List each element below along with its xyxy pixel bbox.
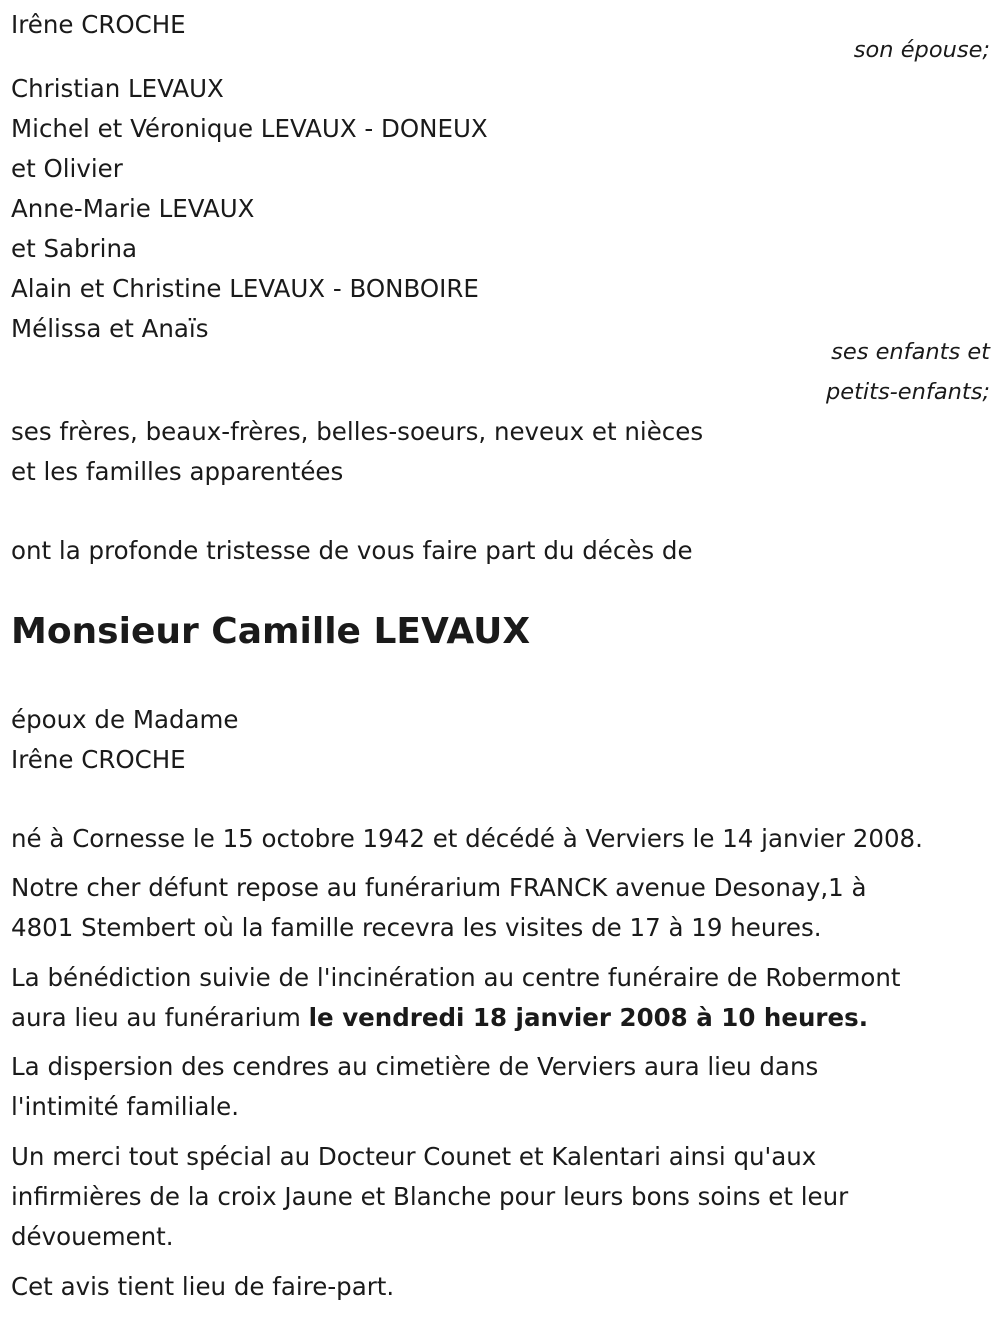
spouse-name: Irêne CROCHE (11, 10, 186, 39)
child-line: Alain et Christine LEVAUX - BONBOIRE (11, 274, 479, 303)
birth-death-text: né à Cornesse le 15 octobre 1942 et décédé à Verviers le 14 janvier 2008. (11, 824, 923, 853)
deceased-spouse-line2: Irêne CROCHE (11, 745, 186, 774)
child-line: et Sabrina (11, 234, 138, 263)
dispersion-line2: l'intimité familiale. (11, 1092, 240, 1121)
thanks-line2: infirmières de la croix Jaune et Blanche pour leurs bons soins et leur (11, 1182, 849, 1211)
child-line: et Olivier (11, 154, 123, 183)
child-line: Anne-Marie LEVAUX (11, 194, 255, 223)
child-line: Mélissa et Anaïs (11, 314, 209, 343)
ceremony-date-time: le vendredi 18 janvier 2008 à 10 heures. (308, 1003, 869, 1032)
children-role-line1: ses enfants et (831, 339, 990, 365)
ceremony-line2 (11, 998, 868, 1038)
family-line2: et les familles apparentées (11, 457, 344, 486)
thanks-line3: dévouement. (11, 1222, 174, 1251)
ceremony-line1: La bénédiction suivie de l'incinération au centre funéraire de Robermont (11, 963, 901, 992)
child-line: Christian LEVAUX (11, 74, 224, 103)
rest-line1: Notre cher défunt repose au funérarium FRANCK avenue Desonay,1 à (11, 873, 867, 902)
announcement-text: ont la profonde tristesse de vous faire part du décès de (11, 536, 693, 565)
child-line: Michel et Véronique LEVAUX - DONEUX (11, 114, 488, 143)
deceased-name: Monsieur Camille LEVAUX (11, 611, 531, 652)
thanks-line1: Un merci tout spécial au Docteur Counet et Kalentari ainsi qu'aux (11, 1142, 817, 1171)
ceremony-line2-prefix: aura lieu au funérarium (11, 1003, 309, 1032)
spouse-role: son épouse; (853, 37, 990, 63)
dispersion-line1: La dispersion des cendres au cimetière de Verviers aura lieu dans (11, 1052, 819, 1081)
deceased-spouse-line1: époux de Madame (11, 705, 239, 734)
rest-line2: 4801 Stembert où la famille recevra les visites de 17 à 19 heures. (11, 913, 822, 942)
children-role-line2: petits-enfants; (825, 379, 990, 405)
family-line1: ses frères, beaux-frères, belles-soeurs, neveux et nièces (11, 417, 704, 446)
closing-text: Cet avis tient lieu de faire-part. (11, 1272, 395, 1301)
